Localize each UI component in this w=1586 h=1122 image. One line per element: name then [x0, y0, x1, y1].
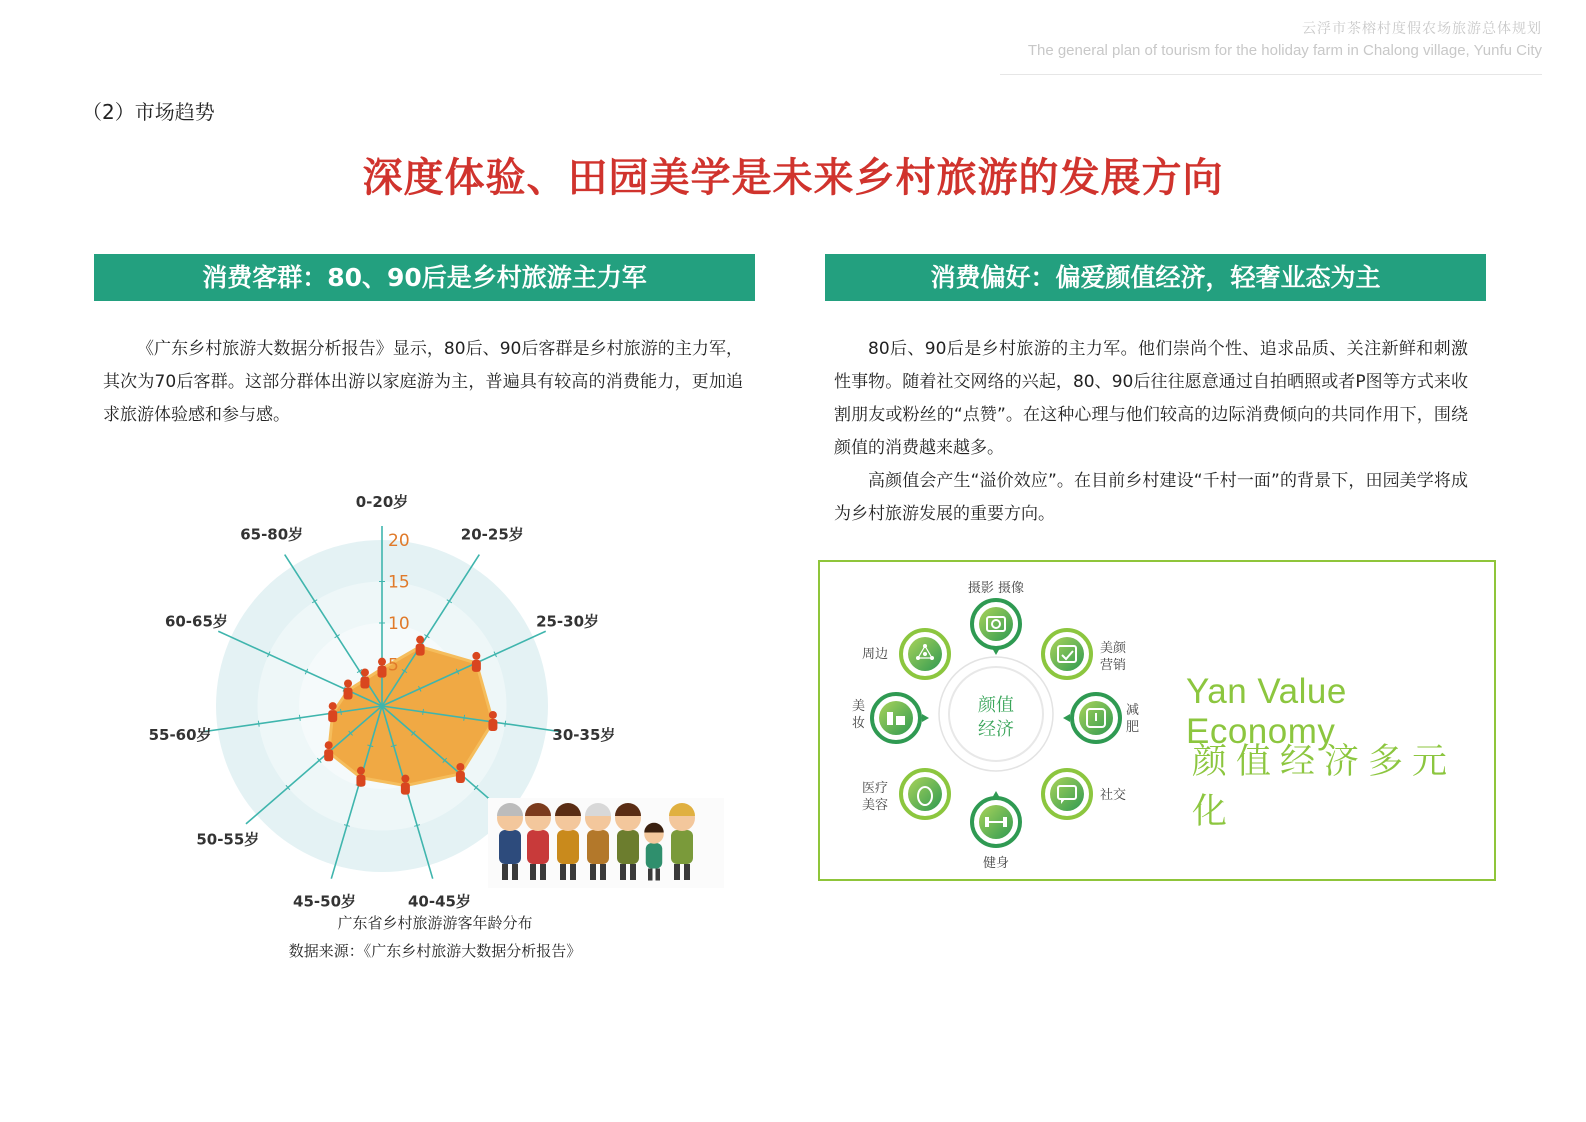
label-beauty: 美颜: [1100, 641, 1127, 656]
label-photography: 摄影 摄像: [967, 581, 1025, 596]
medical-beauty-node: [901, 770, 949, 818]
center-label-1: 颜值: [978, 695, 1014, 716]
left-paragraph: 《广东乡村旅游大数据分析报告》显示，80后、90后客群是乡村旅游的主力军，其次为70后客群。这部分群体出游以家庭游为主，普遍具有较高的消费能力，更加追求旅游体验感和参与感。: [103, 339, 743, 425]
radar-point-body: [416, 644, 425, 656]
label-slim-2: 肥: [1126, 720, 1140, 735]
radar-category-label: 65-80岁: [240, 525, 304, 544]
radar-point-head: [378, 658, 386, 666]
radar-category-label: 20-25岁: [460, 525, 524, 544]
family-member-body: [557, 830, 579, 864]
center-label-2: 经济: [978, 719, 1014, 740]
chart-caption: 广东省乡村旅游游客年龄分布: [337, 914, 533, 932]
radar-point-body: [472, 660, 481, 672]
radar-point-head: [489, 711, 497, 719]
radar-point-head: [416, 636, 424, 644]
family-member-leg: [600, 864, 606, 880]
radar-point-body: [356, 775, 365, 787]
family-member-leg: [570, 864, 576, 880]
section-label: （2）市场趋势: [82, 100, 215, 124]
label-slim-1: 减: [1126, 703, 1140, 718]
family-member-leg: [620, 864, 626, 880]
radar-point-head: [456, 763, 464, 771]
radar-point-body: [456, 771, 465, 783]
radar-category-label: 40-45岁: [407, 892, 471, 911]
makeup-node: [872, 694, 929, 742]
radar-point-head: [361, 668, 369, 676]
right-text: [834, 333, 1468, 531]
label-fitness: 健身: [982, 856, 1010, 871]
photography-node: [972, 600, 1020, 655]
radar-category-label: 0-20岁: [355, 493, 409, 511]
yan-value-panel: [818, 560, 1496, 881]
radar-category-label: 45-50岁: [293, 892, 357, 911]
label-social: 社交: [1100, 788, 1127, 803]
yan-title-en: Yan Value Economy: [1186, 672, 1347, 751]
family-member-body: [527, 830, 549, 864]
family-member-leg: [540, 864, 546, 880]
header-title-cn: 云浮市茶榕村度假农场旅游总体规划: [1302, 21, 1542, 37]
family-member-leg: [512, 864, 518, 880]
radar-category-label: 50-55岁: [196, 830, 260, 849]
chart-source: 数据来源：《广东乡村旅游大数据分析报告》: [288, 942, 582, 960]
radar-point-body: [324, 749, 333, 761]
social-node: [1043, 770, 1091, 818]
radar-point-body: [401, 783, 410, 795]
right-section-bar: 消费偏好：偏爱颜值经济，轻奢业态为主: [825, 254, 1486, 301]
family-member-leg: [684, 864, 690, 880]
family-member-leg: [656, 869, 661, 881]
radar-point-head: [401, 775, 409, 783]
radar-point-head: [472, 652, 480, 660]
family-member-leg: [560, 864, 566, 880]
radar-tick-label: 10: [388, 614, 410, 634]
right-paragraph-1: 80后、90后是乡村旅游的主力军。他们崇尚个性、追求品质、关注新鲜和刺激性事物。随着社交网络的兴起，80、90后往往愿意通过自拍晒照或者P图等方式来收割朋友或粉丝的“点赞”。在这种心理与他们较高的边际消费倾向的共同作用下，围绕颜值的消费越来越多。: [834, 339, 1468, 458]
label-makeup-1: 美: [852, 699, 866, 714]
cosmetics-icon: [887, 712, 893, 725]
family-member-body: [671, 830, 693, 864]
dumbbell-icon: [985, 817, 989, 827]
radar-point-head: [329, 702, 337, 710]
family-member-leg: [630, 864, 636, 880]
family-member-leg: [648, 869, 653, 881]
yan-value-diagram: [842, 568, 1162, 876]
family-member-body: [646, 843, 663, 869]
main-title: 深度体验、田园美学是未来乡村旅游的发展方向: [362, 155, 1224, 201]
header-title-en: The general plan of tourism for the holiday farm in Chalong village, Yunfu City: [1027, 42, 1542, 59]
label-peripheral: 周边: [862, 647, 889, 662]
radar-point-head: [325, 741, 333, 749]
family-member-leg: [530, 864, 536, 880]
yan-title-cn: 颜值经济多元化: [1192, 742, 1457, 832]
radar-point-head: [357, 767, 365, 775]
radar-point-body: [360, 676, 369, 688]
label-cosmetology: 美容: [862, 798, 889, 813]
label-makeup-2: 妆: [852, 716, 866, 731]
radar-point-body: [328, 710, 337, 722]
radar-category-label: 55-60岁: [148, 726, 212, 745]
label-marketing: 营销: [1100, 658, 1127, 673]
family-member-leg: [590, 864, 596, 880]
radar-point-head: [344, 679, 352, 687]
peripheral-node: [901, 630, 949, 678]
left-section-bar: 消费客群：80、90后是乡村旅游主力军: [94, 254, 755, 301]
family-member-body: [499, 830, 521, 864]
radar-tick-label: 20: [388, 531, 410, 551]
age-radar-chart: [120, 490, 730, 911]
right-paragraph-2: 高颜值会产生“溢价效应”。在目前乡村建设“千村一面”的背景下，田园美学将成为乡村旅游发展的重要方向。: [834, 471, 1468, 524]
beauty-marketing-node: [1043, 630, 1091, 678]
radar-category-label: 60-65岁: [164, 612, 228, 631]
radar-point-body: [344, 687, 353, 699]
family-member-leg: [674, 864, 680, 880]
family-member-body: [617, 830, 639, 864]
fitness-node: [972, 791, 1020, 846]
radar-category-label: 30-35岁: [552, 726, 616, 745]
radar-tick-label: 5: [388, 655, 399, 676]
radar-tick-label: 15: [388, 572, 410, 593]
radar-category-label: 25-30岁: [536, 612, 600, 631]
family-member-leg: [502, 864, 508, 880]
label-medical: 医疗: [862, 781, 889, 796]
radar-point-body: [378, 666, 387, 678]
header-divider: [1000, 74, 1542, 75]
family-member-body: [587, 830, 609, 864]
slimming-node: [1063, 694, 1120, 742]
radar-point-body: [488, 719, 497, 731]
